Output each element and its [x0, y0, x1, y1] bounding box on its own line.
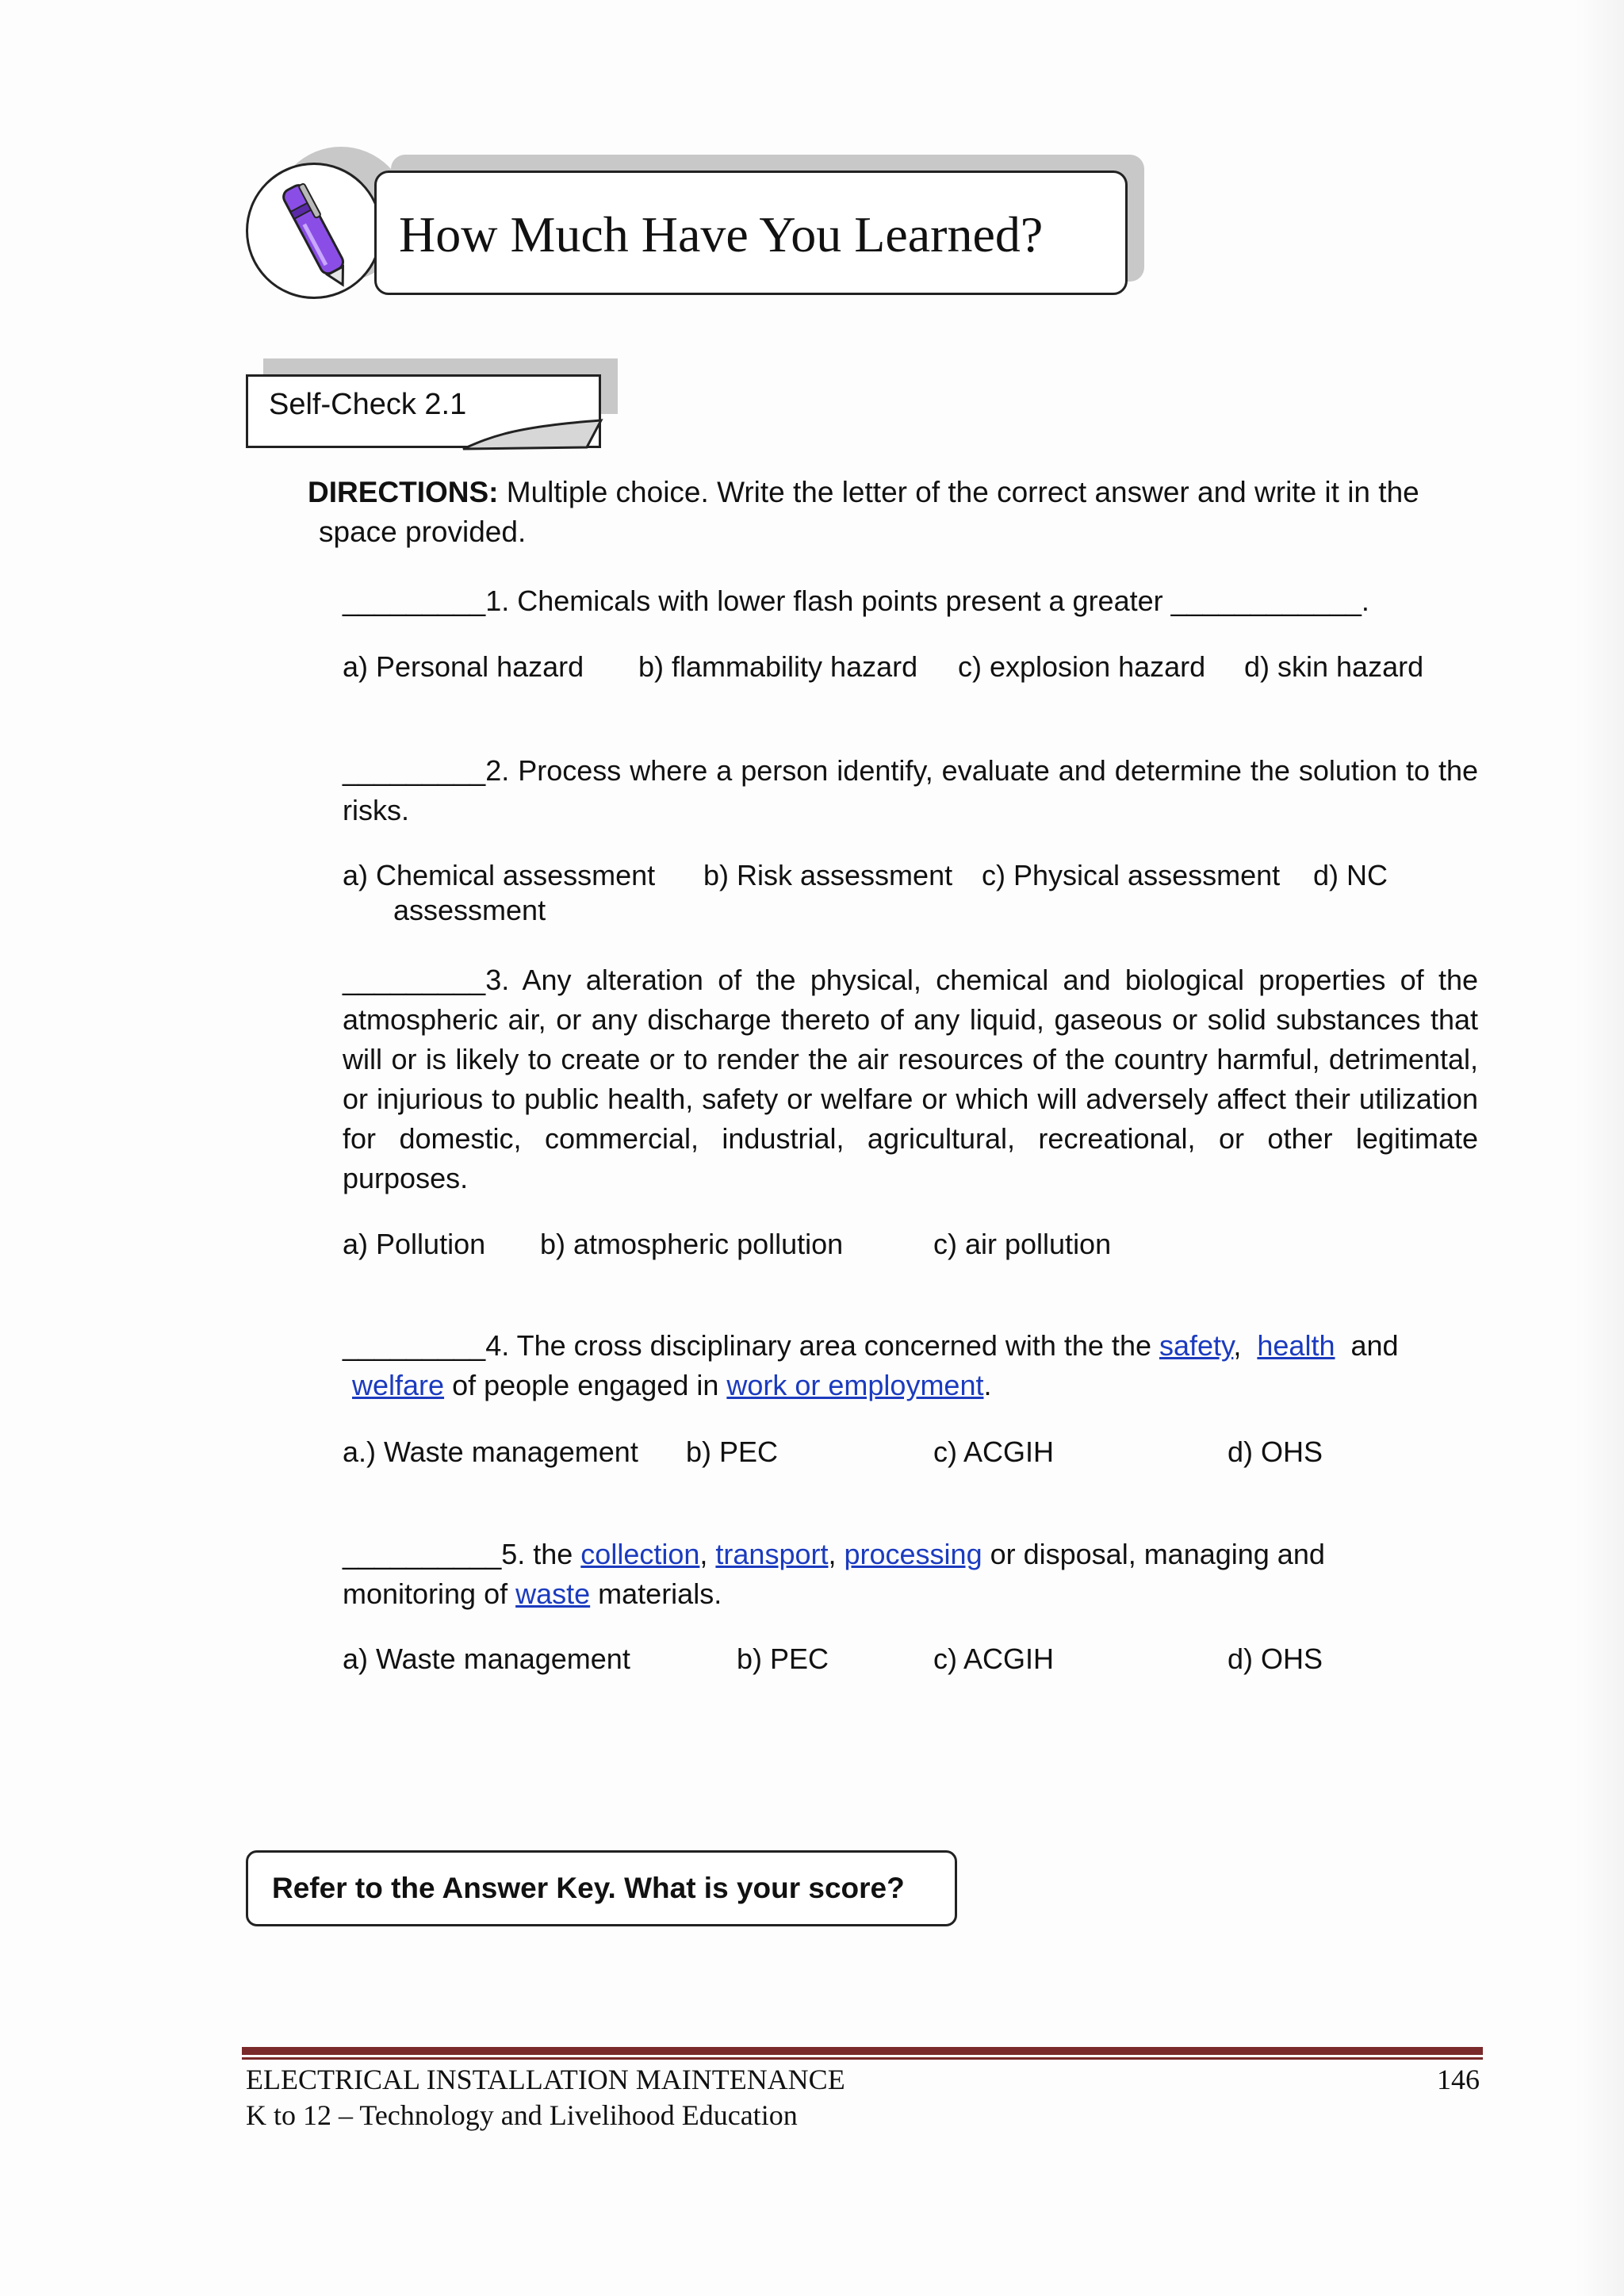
option-3b: b) atmospheric pollution [540, 1228, 844, 1260]
question-4-and: and [1350, 1329, 1399, 1362]
answer-blank-5[interactable]: __________ [343, 1538, 502, 1570]
self-check-label: Self-Check 2.1 [269, 388, 467, 421]
pen-icon [248, 165, 380, 297]
question-4-period: . [983, 1369, 992, 1401]
directions [308, 473, 1497, 552]
option-5c: c) ACGIH [933, 1642, 1055, 1675]
answer-key-box [246, 1850, 957, 1926]
page-number: 146 [1437, 2064, 1480, 2095]
link-transport[interactable]: transport [715, 1538, 829, 1570]
option-3c: c) air pollution [933, 1228, 1112, 1260]
question-2-text: 2. Process where a person identify, evaluate and determine the solution to the risks. [343, 754, 1478, 826]
footer-line-1: ELECTRICAL INSTALLATION MAINTENANCE [246, 2064, 845, 2095]
option-2a: a) Chemical assessment [343, 859, 656, 891]
link-processing[interactable]: processing [844, 1538, 982, 1570]
footer-line-2: K to 12 – Technology and Livelihood Education [246, 2099, 798, 2131]
question-4 [343, 1326, 1478, 1405]
page-curl-icon [460, 417, 604, 452]
link-health[interactable]: health [1257, 1329, 1335, 1362]
link-waste[interactable]: waste [515, 1577, 591, 1610]
question-4-comma: , [1233, 1329, 1242, 1362]
answer-blank-3[interactable]: _________ [343, 964, 486, 996]
option-5b: b) PEC [737, 1642, 829, 1675]
question-1-text: 1. Chemicals with lower flash points present a greater ____________. [485, 585, 1369, 617]
answer-key-text: Refer to the Answer Key. What is your score? [272, 1872, 905, 1904]
option-4a: a.) Waste management [343, 1435, 638, 1468]
option-2d: d) NC [1313, 859, 1388, 891]
directions-label: DIRECTIONS: [308, 476, 499, 508]
footer-rule-thick [242, 2047, 1483, 2055]
option-1a: a) Personal hazard [343, 650, 584, 683]
header-icon-circle [246, 163, 382, 299]
option-5d: d) OHS [1228, 1642, 1323, 1675]
option-4d: d) OHS [1228, 1435, 1323, 1468]
question-2 [343, 751, 1478, 830]
question-5-text-b: or disposal, managing and [982, 1538, 1325, 1570]
option-1d: d) skin hazard [1244, 650, 1424, 683]
option-5a: a) Waste management [343, 1642, 630, 1675]
question-5-text-d: materials. [590, 1577, 722, 1610]
question-4-text: 4. The cross disciplinary area concerned with the the [485, 1329, 1159, 1362]
option-4b: b) PEC [686, 1435, 779, 1468]
page-title: How Much Have You Learned? [399, 206, 1044, 263]
question-1 [343, 581, 1478, 621]
link-work-or-employment[interactable]: work or employment [726, 1369, 984, 1401]
question-5 [343, 1535, 1478, 1614]
directions-text-line2: space provided. [319, 516, 527, 548]
link-collection[interactable]: collection [580, 1538, 700, 1570]
question-5-sep1: , [699, 1538, 716, 1570]
link-safety[interactable]: safety [1159, 1329, 1234, 1362]
question-4-text-b: of people engaged in [444, 1369, 727, 1401]
link-welfare[interactable]: welfare [352, 1369, 445, 1401]
option-1b: b) flammability hazard [638, 650, 918, 683]
answer-blank-4[interactable]: _________ [343, 1329, 486, 1362]
option-3a: a) Pollution [343, 1228, 486, 1260]
footer-rule-thin [242, 2057, 1483, 2060]
answer-blank-2[interactable]: _________ [343, 754, 486, 787]
question-3-text: 3. Any alteration of the physical, chemical and biological properties of the atmospheric air, or any discharge thereto of any liquid, gaseous or solid substances that will or is likely to create or to render the air resources of the country harmful, detrimental, or injurious to public health, safety or welfare or which will adversely affect their utilization for domestic, commercial, industrial, agricultural, recreational, or other legitimate purposes. [343, 964, 1478, 1194]
option-1c: c) explosion hazard [958, 650, 1206, 683]
answer-blank-1[interactable]: _________ [343, 585, 486, 617]
question-3 [343, 960, 1478, 1198]
header-title-box [374, 171, 1128, 295]
question-5-sep2: , [828, 1538, 845, 1570]
option-4c: c) ACGIH [933, 1435, 1055, 1468]
option-2b: b) Risk assessment [703, 859, 953, 891]
question-5-text: 5. the [501, 1538, 581, 1570]
directions-text-line1: Multiple choice. Write the letter of the correct answer and write it in the [498, 476, 1419, 508]
page-edge-shadow [1575, 0, 1624, 2296]
option-2c: c) Physical assessment [982, 859, 1281, 891]
option-2d-continued: assessment [393, 894, 546, 926]
question-5-text-c: monitoring of [343, 1577, 516, 1610]
